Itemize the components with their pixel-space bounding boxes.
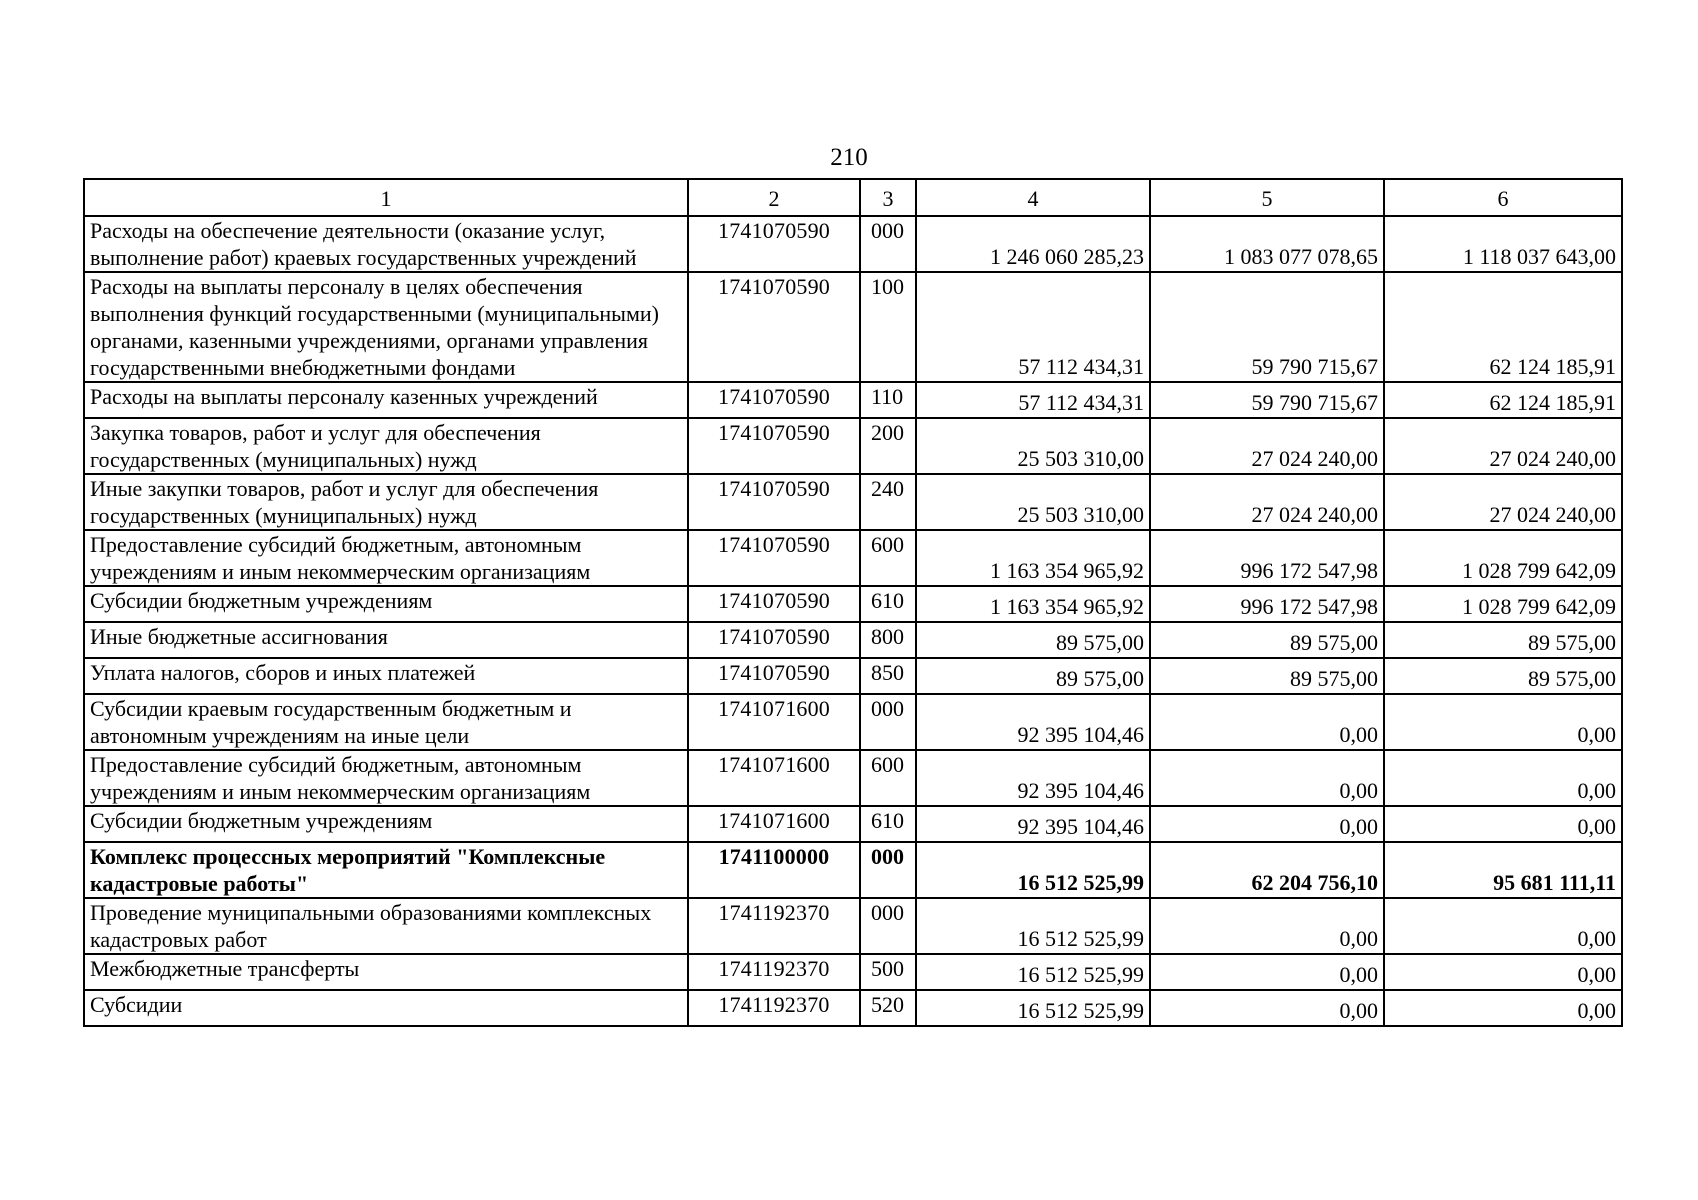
row-csr: 1741192370 [688, 990, 860, 1026]
row-vr: 000 [860, 898, 916, 954]
row-amount-2: 59 790 715,67 [1150, 272, 1384, 382]
row-name: Субсидии бюджетным учреждениям [84, 806, 688, 842]
row-amount-2: 996 172 547,98 [1150, 586, 1384, 622]
row-amount-3: 0,00 [1384, 954, 1622, 990]
table-row [84, 898, 1622, 954]
row-amount-1: 1 163 354 965,92 [916, 586, 1150, 622]
row-vr: 800 [860, 622, 916, 658]
row-name: Предоставление субсидий бюджетным, автономным учреждениям и иным некоммерческим организациям [84, 750, 688, 806]
row-amount-3: 95 681 111,11 [1384, 842, 1622, 898]
budget-table [83, 178, 1623, 1027]
row-amount-1: 57 112 434,31 [916, 382, 1150, 418]
header-col-3: 3 [860, 179, 916, 216]
row-vr: 000 [860, 694, 916, 750]
table-row [84, 586, 1622, 622]
row-name: Иные бюджетные ассигнования [84, 622, 688, 658]
table-row [84, 418, 1622, 474]
table-row [84, 694, 1622, 750]
row-vr: 100 [860, 272, 916, 382]
page-number: 210 [830, 144, 868, 171]
row-amount-3: 62 124 185,91 [1384, 272, 1622, 382]
row-amount-1: 16 512 525,99 [916, 990, 1150, 1026]
header-col-6: 6 [1384, 179, 1622, 216]
header-col-4: 4 [916, 179, 1150, 216]
row-vr: 850 [860, 658, 916, 694]
row-amount-1: 16 512 525,99 [916, 898, 1150, 954]
row-amount-3: 0,00 [1384, 990, 1622, 1026]
row-amount-2: 27 024 240,00 [1150, 418, 1384, 474]
header-col-1: 1 [84, 179, 688, 216]
row-amount-2: 0,00 [1150, 694, 1384, 750]
row-amount-3: 1 118 037 643,00 [1384, 216, 1622, 272]
row-csr: 1741070590 [688, 272, 860, 382]
row-name: Закупка товаров, работ и услуг для обеспечения государственных (муниципальных) нужд [84, 418, 688, 474]
row-amount-2: 0,00 [1150, 898, 1384, 954]
row-csr: 1741070590 [688, 586, 860, 622]
table-row [84, 806, 1622, 842]
table-row [84, 216, 1622, 272]
row-vr: 610 [860, 586, 916, 622]
table-row [84, 272, 1622, 382]
row-csr: 1741192370 [688, 954, 860, 990]
row-amount-3: 62 124 185,91 [1384, 382, 1622, 418]
header-col-2: 2 [688, 179, 860, 216]
row-name: Расходы на выплаты персоналу в целях обеспечения выполнения функций государственными (муниципальными) органами, казенными учреждениями, органами управления государственными внебюджетными фондами [84, 272, 688, 382]
row-amount-1: 25 503 310,00 [916, 418, 1150, 474]
row-amount-1: 89 575,00 [916, 622, 1150, 658]
header-row [84, 179, 1622, 216]
row-csr: 1741192370 [688, 898, 860, 954]
row-amount-1: 57 112 434,31 [916, 272, 1150, 382]
row-csr: 1741070590 [688, 530, 860, 586]
row-name: Комплекс процессных мероприятий "Комплексные кадастровые работы" [84, 842, 688, 898]
row-amount-2: 0,00 [1150, 750, 1384, 806]
row-csr: 1741100000 [688, 842, 860, 898]
row-amount-2: 1 083 077 078,65 [1150, 216, 1384, 272]
row-name: Субсидии бюджетным учреждениям [84, 586, 688, 622]
row-amount-3: 1 028 799 642,09 [1384, 586, 1622, 622]
table-row [84, 382, 1622, 418]
row-amount-2: 27 024 240,00 [1150, 474, 1384, 530]
row-csr: 1741070590 [688, 622, 860, 658]
table-row [84, 474, 1622, 530]
row-amount-1: 25 503 310,00 [916, 474, 1150, 530]
row-amount-1: 92 395 104,46 [916, 694, 1150, 750]
row-amount-1: 1 163 354 965,92 [916, 530, 1150, 586]
row-csr: 1741070590 [688, 418, 860, 474]
table-row-section [84, 842, 1622, 898]
row-amount-2: 89 575,00 [1150, 622, 1384, 658]
row-amount-2: 0,00 [1150, 990, 1384, 1026]
row-csr: 1741070590 [688, 216, 860, 272]
table-row [84, 658, 1622, 694]
row-name: Межбюджетные трансферты [84, 954, 688, 990]
table-row [84, 530, 1622, 586]
row-name: Предоставление субсидий бюджетным, автономным учреждениям и иным некоммерческим организациям [84, 530, 688, 586]
row-amount-1: 92 395 104,46 [916, 750, 1150, 806]
row-vr: 610 [860, 806, 916, 842]
row-amount-2: 996 172 547,98 [1150, 530, 1384, 586]
row-name: Уплата налогов, сборов и иных платежей [84, 658, 688, 694]
row-csr: 1741071600 [688, 694, 860, 750]
row-amount-3: 0,00 [1384, 750, 1622, 806]
row-amount-3: 89 575,00 [1384, 622, 1622, 658]
row-vr: 000 [860, 216, 916, 272]
row-csr: 1741071600 [688, 750, 860, 806]
row-csr: 1741070590 [688, 474, 860, 530]
row-amount-3: 1 028 799 642,09 [1384, 530, 1622, 586]
row-name: Субсидии [84, 990, 688, 1026]
row-amount-1: 16 512 525,99 [916, 954, 1150, 990]
row-amount-2: 0,00 [1150, 806, 1384, 842]
table-row [84, 954, 1622, 990]
row-amount-3: 89 575,00 [1384, 658, 1622, 694]
table-row [84, 990, 1622, 1026]
row-amount-1: 16 512 525,99 [916, 842, 1150, 898]
row-vr: 200 [860, 418, 916, 474]
row-amount-2: 0,00 [1150, 954, 1384, 990]
row-vr: 600 [860, 530, 916, 586]
row-vr: 240 [860, 474, 916, 530]
row-amount-2: 89 575,00 [1150, 658, 1384, 694]
row-vr: 600 [860, 750, 916, 806]
row-amount-1: 1 246 060 285,23 [916, 216, 1150, 272]
header-col-5: 5 [1150, 179, 1384, 216]
row-csr: 1741070590 [688, 658, 860, 694]
row-csr: 1741070590 [688, 382, 860, 418]
row-name: Проведение муниципальными образованиями комплексных кадастровых работ [84, 898, 688, 954]
row-csr: 1741071600 [688, 806, 860, 842]
row-amount-1: 89 575,00 [916, 658, 1150, 694]
row-vr: 520 [860, 990, 916, 1026]
table-row [84, 750, 1622, 806]
row-amount-3: 0,00 [1384, 898, 1622, 954]
row-vr: 500 [860, 954, 916, 990]
row-vr: 000 [860, 842, 916, 898]
row-amount-1: 92 395 104,46 [916, 806, 1150, 842]
row-amount-2: 59 790 715,67 [1150, 382, 1384, 418]
row-name: Иные закупки товаров, работ и услуг для обеспечения государственных (муниципальных) нужд [84, 474, 688, 530]
row-amount-3: 0,00 [1384, 806, 1622, 842]
row-amount-2: 62 204 756,10 [1150, 842, 1384, 898]
row-name: Расходы на выплаты персоналу казенных учреждений [84, 382, 688, 418]
row-vr: 110 [860, 382, 916, 418]
table-row [84, 622, 1622, 658]
row-amount-3: 0,00 [1384, 694, 1622, 750]
row-name: Расходы на обеспечение деятельности (оказание услуг, выполнение работ) краевых государственных учреждений [84, 216, 688, 272]
row-amount-3: 27 024 240,00 [1384, 474, 1622, 530]
row-amount-3: 27 024 240,00 [1384, 418, 1622, 474]
row-name: Субсидии краевым государственным бюджетным и автономным учреждениям на иные цели [84, 694, 688, 750]
